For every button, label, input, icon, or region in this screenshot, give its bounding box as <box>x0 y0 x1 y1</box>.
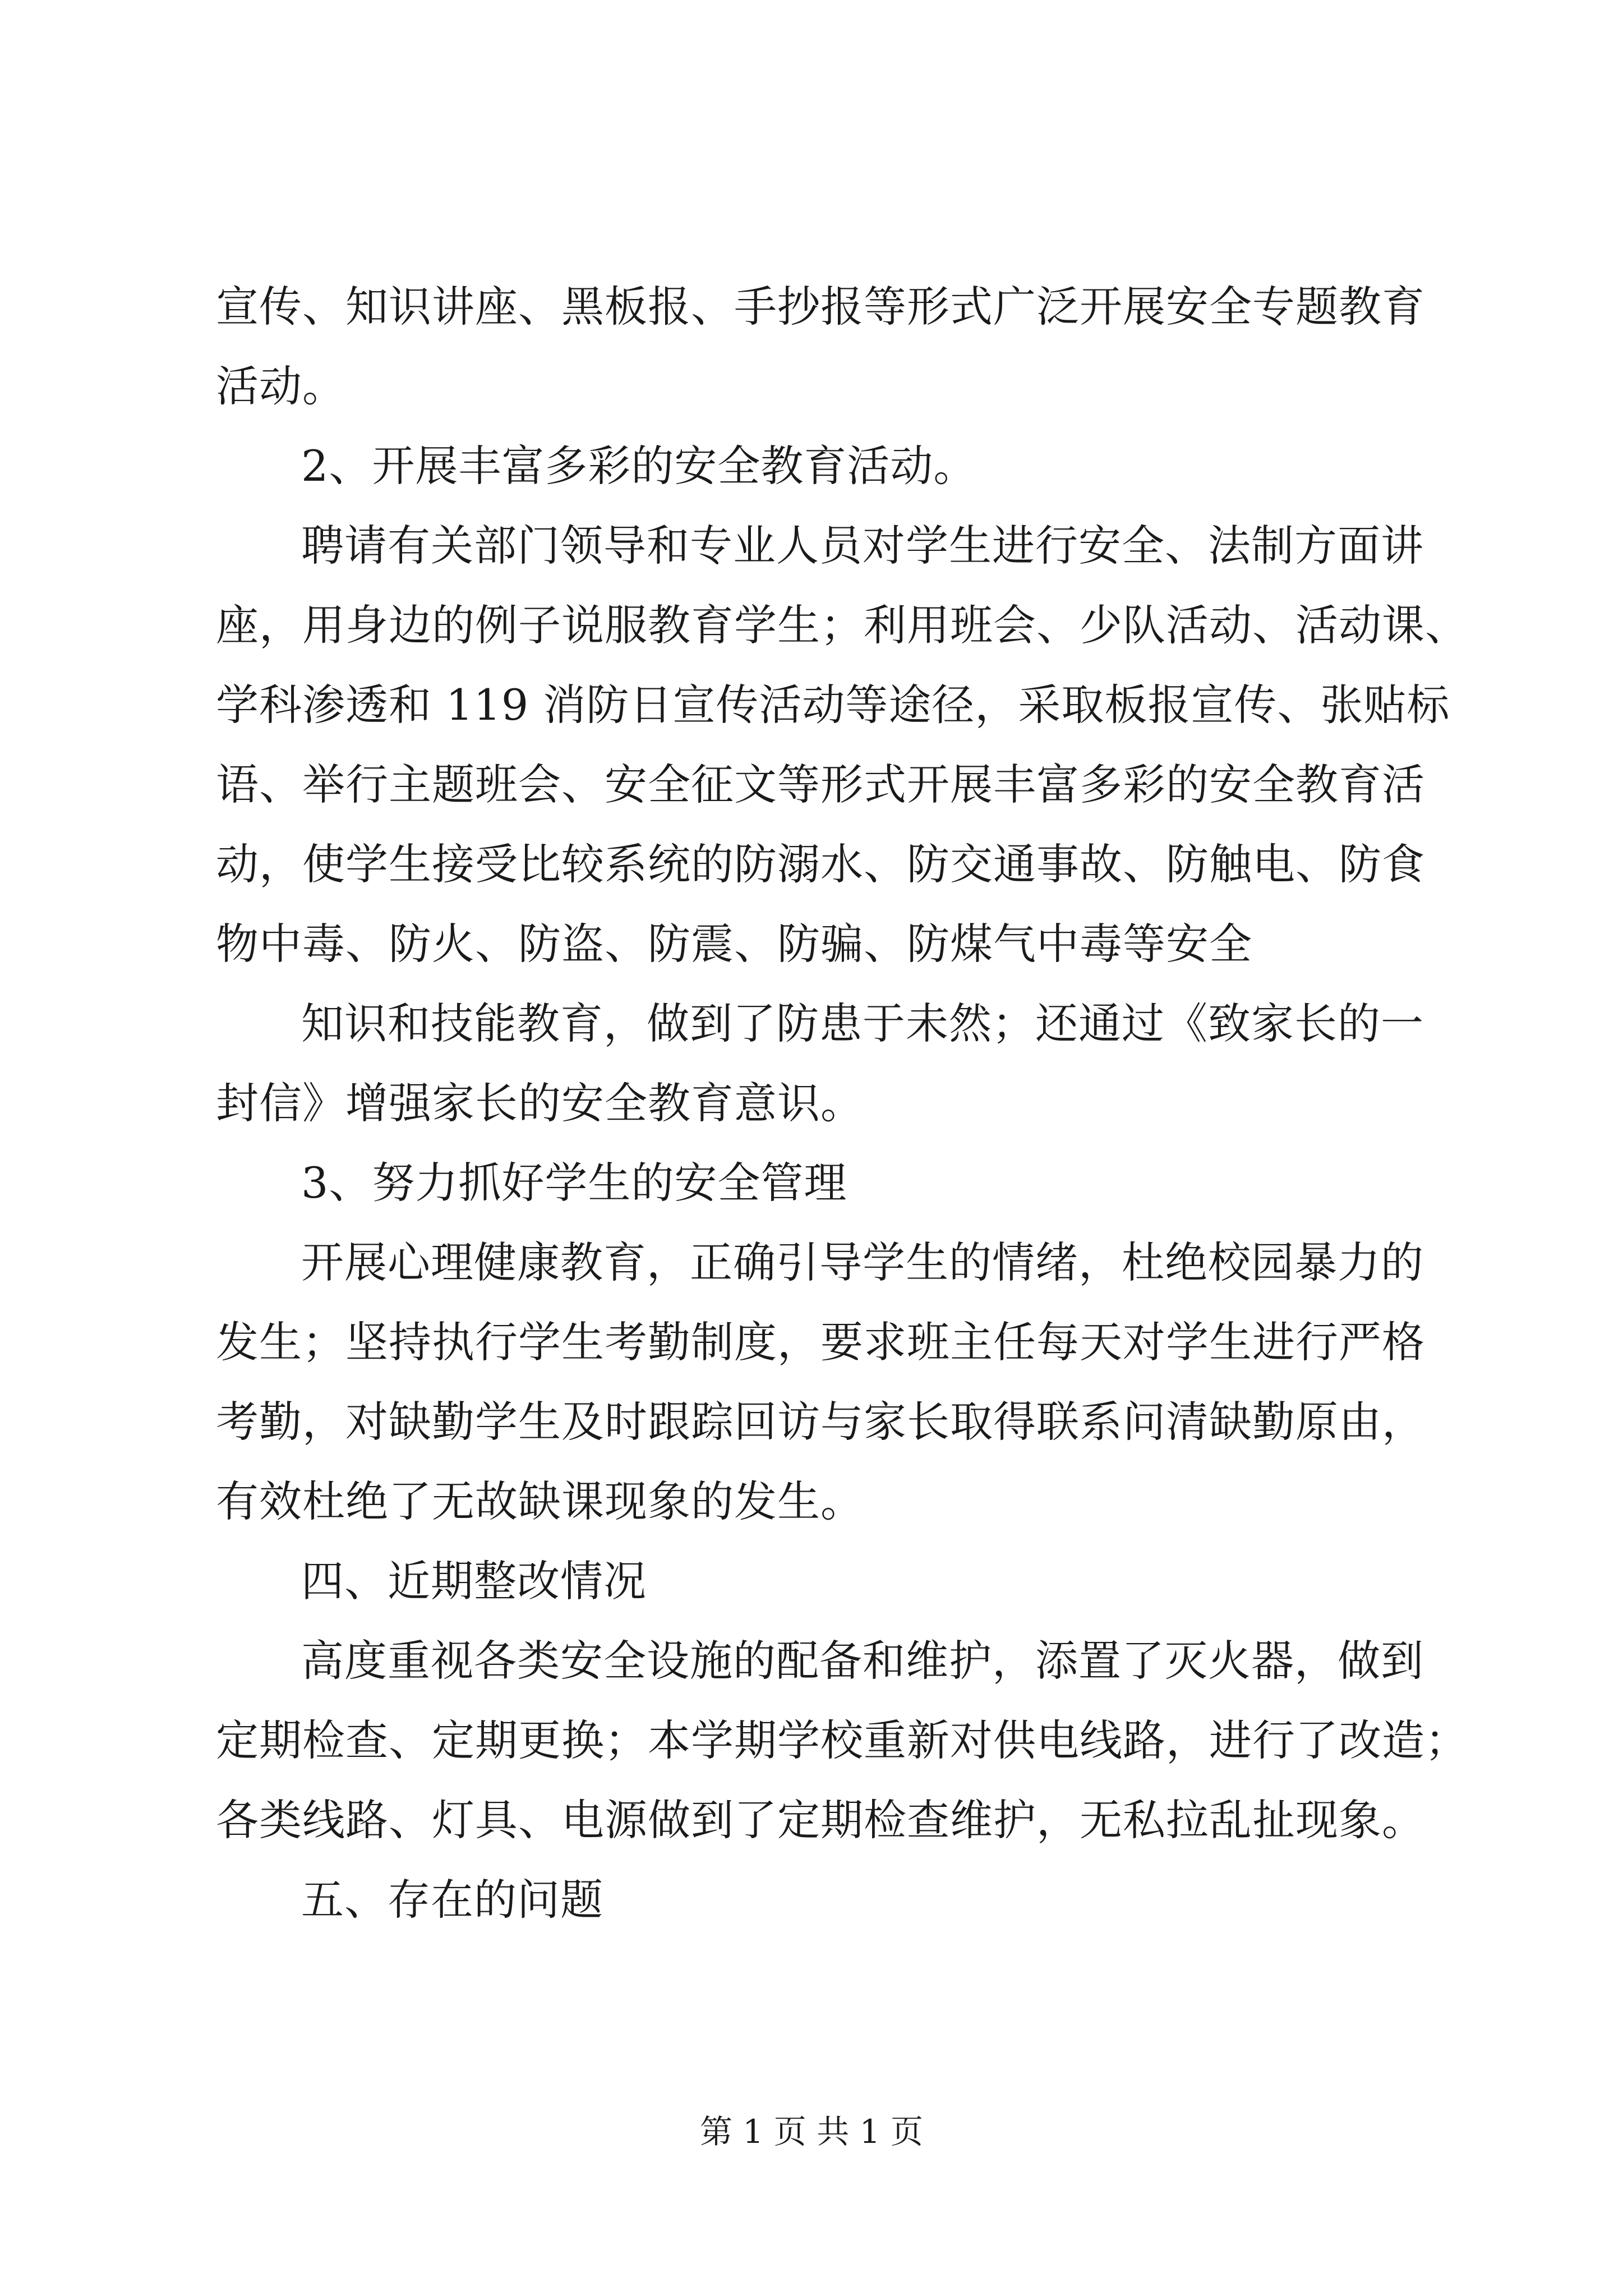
section-heading: 2、开展丰富多彩的安全教育活动。 <box>301 441 977 491</box>
paragraph-line: 语、举行主题班会、安全征文等形式开展丰富多彩的安全教育活 <box>216 760 1425 809</box>
paragraph-line: 物中毒、防火、防盗、防震、防骗、防煤气中毒等安全 <box>216 919 1252 969</box>
paragraph-line: 各类线路、灯具、电源做到了定期检查维护，无私拉乱扯现象。 <box>216 1795 1425 1845</box>
paragraph-line: 知识和技能教育，做到了防患于未然；还通过《致家长的一 <box>301 999 1424 1048</box>
paragraph-line: 动，使学生接受比较系统的防溺水、防交通事故、防触电、防食 <box>216 839 1425 889</box>
paragraph-line: 发生；坚持执行学生考勤制度，要求班主任每天对学生进行严格 <box>216 1317 1425 1367</box>
paragraph-line: 学科渗透和 119 消防日宣传活动等途径，采取板报宣传、张贴标 <box>216 680 1450 730</box>
paragraph-line: 活动。 <box>216 361 345 411</box>
section-heading: 3、努力抓好学生的安全管理 <box>301 1158 847 1208</box>
paragraph-line: 高度重视各类安全设施的配备和维护，添置了灭火器，做到 <box>301 1636 1424 1686</box>
paragraph-line: 聘请有关部门领导和专业人员对学生进行安全、法制方面讲 <box>301 521 1424 570</box>
document-body <box>216 267 1468 1940</box>
paragraph-line: 宣传、知识讲座、黑板报、手抄报等形式广泛开展安全专题教育 <box>216 282 1425 332</box>
paragraph-line: 座，用身边的例子说服教育学生；利用班会、少队活动、活动课、 <box>216 600 1468 650</box>
paragraph-line: 考勤，对缺勤学生及时跟踪回访与家长取得联系问清缺勤原由， <box>216 1397 1425 1447</box>
paragraph-line: 定期检查、定期更换；本学期学校重新对供电线路，进行了改造； <box>216 1715 1468 1765</box>
paragraph-line: 开展心理健康教育，正确引导学生的情绪，杜绝校园暴力的 <box>301 1237 1424 1287</box>
section-heading: 五、存在的问题 <box>301 1875 603 1925</box>
paragraph-line: 有效杜绝了无故缺课现象的发生。 <box>216 1476 864 1526</box>
section-heading: 四、近期整改情况 <box>301 1556 647 1606</box>
page-number-footer: 第 1 页 共 1 页 <box>700 2113 923 2151</box>
paragraph-line: 封信》增强家长的安全教育意识。 <box>216 1078 864 1128</box>
